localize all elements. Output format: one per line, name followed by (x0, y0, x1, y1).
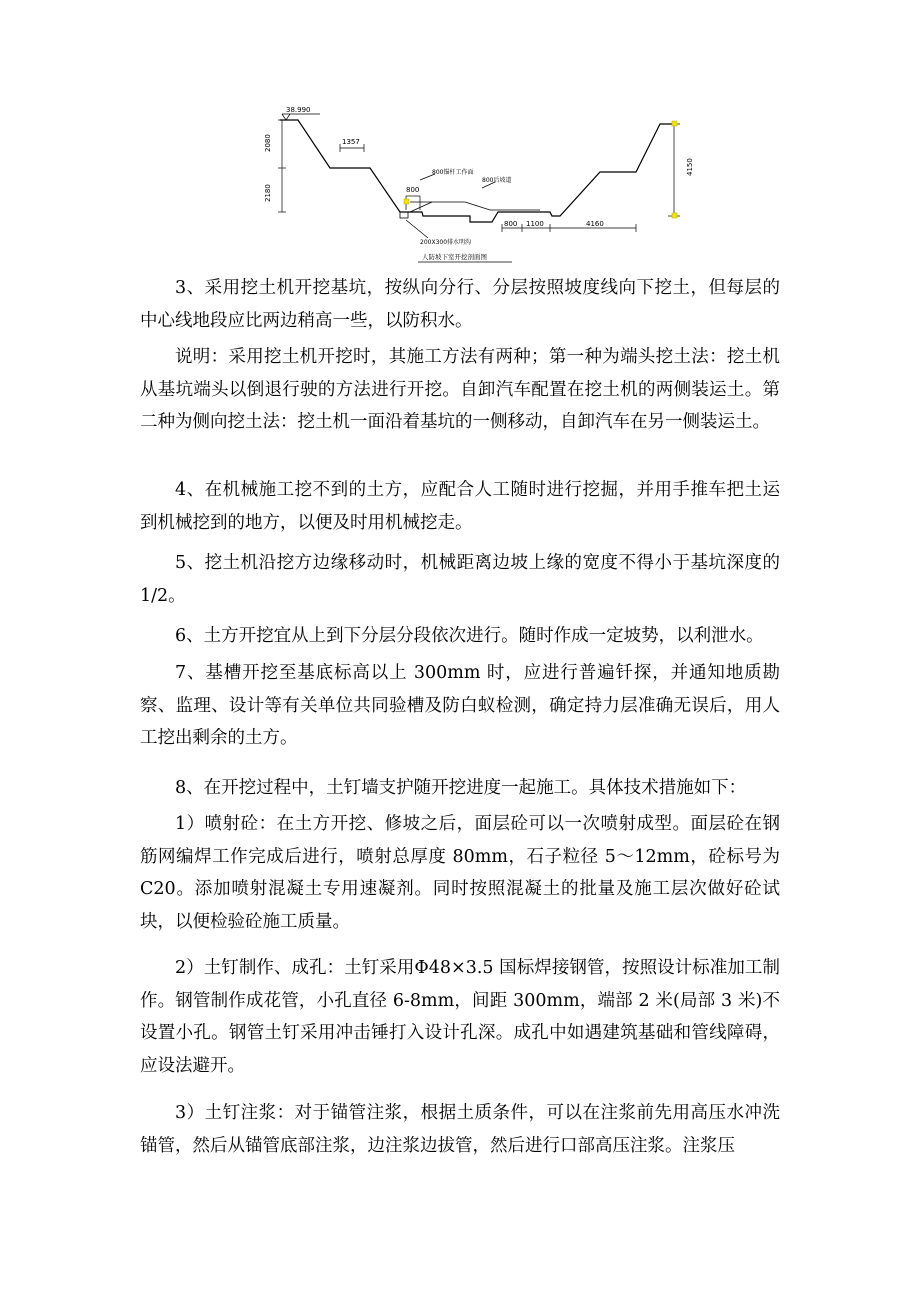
paragraph-note: 说明：采用挖土机开挖时，其施工方法有两种；第一种为端头挖土法：挖土机从基坑端头以倒退行驶的方法进行开挖。自卸汽车配置在挖土机的两侧装运土。第二种为侧向挖土法：挖土机一面沿着基坑的一侧移动，自卸汽车在另一侧装运土。 (140, 347, 780, 432)
section-drawing (260, 104, 700, 266)
paragraph-6: 6、土方开挖宜从上到下分层分段依次进行。随时作成一定坡势，以利泄水。 (175, 626, 764, 646)
drain-ditch (400, 212, 408, 218)
excavation-section-diagram (260, 104, 700, 266)
elevation-label: 38.990 (286, 106, 311, 114)
paragraph-4: 4、在机械施工挖不到的土方，应配合人工随时进行挖掘，并用手推车把土运到机械挖到的地方，以便及时用机械挖走。 (140, 480, 780, 533)
workface-line (410, 202, 432, 212)
width-1357-label: 1357 (342, 138, 360, 146)
ditch-note: 200X300排水明沟 (420, 239, 472, 246)
paragraph-8-2: 2）土钉制作、成孔：土钉采用Φ48×3.5 国标焊接钢管，按照设计标准加工制作。钢管制作成花管，小孔直径 6-8mm，间距 300mm，端部 2 米(局部 3 米)不设置小孔。钢管土钉采用冲击锤打入设计孔深。成孔中如遇建筑基础和管线障碍，应设法避开。 (140, 958, 780, 1076)
right-depth-label: 4150 (686, 158, 694, 176)
depth-upper-label: 2080 (264, 134, 272, 152)
slope-note: 800后坡道 (482, 177, 512, 184)
excavation-profile-line (280, 120, 674, 222)
bottom-4160-label: 4160 (586, 220, 604, 228)
bottom-1100-label: 1100 (526, 220, 544, 228)
bottom-800-label: 800 (504, 220, 518, 228)
width-800-label: 800 (406, 186, 420, 194)
depth-lower-label: 2180 (264, 184, 272, 202)
paragraph-8: 8、在开挖过程中，土钉墙支护随开挖进度一起施工。具体技术措施如下： (175, 778, 747, 798)
paragraph-8-3: 3）土钉注浆：对于锚管注浆，根据土质条件，可以在注浆前先用高压水冲洗锚管，然后从锚管底部注浆，边注浆边拔管，然后进行口部高压注浆。注浆压 (140, 1103, 780, 1156)
paragraph-8-1: 1）喷射砼：在土方开挖、修坡之后，面层砼可以一次喷射成型。面层砼在钢筋网编焊工作完成后进行，喷射总厚度 80mm，石子粒径 5～12mm，砼标号为 C20。添加喷射混凝土专用速凝剂。同时按照混凝土的批量及施工层次做好砼试块，以便检验砼施工质量。 (140, 814, 780, 932)
paragraph-7: 7、基槽开挖至基底标高以上 300mm 时，应进行普遍钎探，并通知地质勘察、监理、设计等有关单位共同验槽及防白蚁检测，确定持力层准确无误后，用人工挖出剩余的土方。 (140, 663, 780, 748)
workface-note: 800锚杆工作面 (432, 169, 474, 176)
paragraph-3: 3、采用挖土机开挖基坑，按纵向分行、分层按照坡度线向下挖土，但每层的中心线地段应比两边稍高一些，以防积水。 (140, 278, 780, 331)
paragraph-5: 5、挖土机沿挖方边缘移动时，机械距离边坡上缘的宽度不得小于基坑深度的 1/2。 (140, 553, 780, 606)
figure-caption: 人防坡下室开挖剖面图 (422, 253, 487, 261)
